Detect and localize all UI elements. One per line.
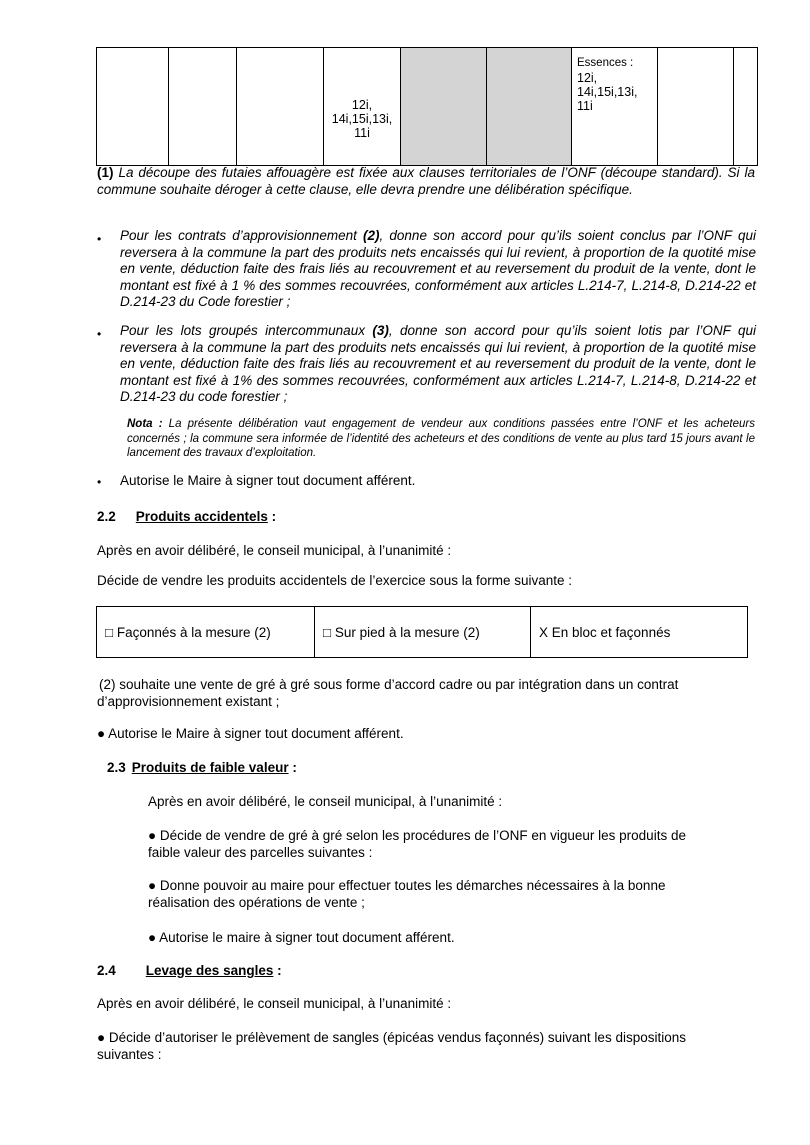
section-2-4-decide-line2: suivantes : [97,1047,162,1062]
table-cell [734,48,758,166]
section-2-2-autorise: ● Autorise le Maire à signer tout document afférent. [97,726,404,741]
table-cell-shaded [487,48,572,166]
option-en-bloc: X En bloc et façonnés [531,607,748,658]
lots-paragraph [120,323,756,406]
footnote-1 [97,165,755,198]
section-2-3-intro: Après en avoir délibéré, le conseil municipal, à l’unanimité : [148,794,503,809]
section-number: 2.2 [97,509,116,524]
section-2-2-decide: Décide de vendre les produits accidentels de l’exercice sous la forme suivante : [97,573,572,588]
nota-text: La présente délibération vaut engagement de vendeur aux conditions passées entre l’ONF et les acheteurs concernés ; la commune sera informée de l’identité des acheteurs et des conditions de vente au plus tard 15 jours avant le lancement des travaux d’exploitation. [127,418,755,459]
section-number: 2.3 [107,760,126,775]
section-2-4-intro: Après en avoir délibéré, le conseil municipal, à l’unanimité : [97,996,452,1011]
essences-label: Essences : [577,57,634,69]
contrats-paragraph [120,228,756,311]
table-cell [169,48,237,166]
essences-line: 12i, [577,71,598,85]
bullet-icon: • [97,475,102,489]
section-2-3-pouvoir-line1: ● Donne pouvoir au maire pour effectuer toutes les démarches nécessaires à la bonne [148,878,666,893]
option-sur-pied: □ Sur pied à la mesure (2) [315,607,531,658]
table-cell-parcels [324,48,401,166]
lots-ref: (3) [372,323,389,338]
table-cell [97,48,169,166]
essences-line: 11i [577,99,593,113]
parcel-line: 11i [354,125,370,140]
section-heading-2-2 [97,509,276,524]
parcel-line: 12i, [351,97,373,112]
footnote-2-line2: d’approvisionnement existant ; [97,694,280,709]
section-heading-2-3 [107,760,297,775]
lots-text: Pour les lots groupés intercommunaux [120,323,373,338]
section-2-3-decide-line1: ● Décide de vendre de gré à gré selon les procédures de l’ONF en vigueur les produits de [148,828,686,843]
table-cell-essences [572,48,658,166]
footnote-1-text: La découpe des futaies affouagère est fixée aux clauses territoriales de l’ONF (découpe standard). Si la commune souhaite déroger à cette clause, elle devra prendre une délibération spécifique. [97,165,755,197]
section-2-2-intro: Après en avoir délibéré, le conseil municipal, à l’unanimité : [97,543,452,558]
section-title: Produits de faible valeur [131,760,289,775]
section-title: Levage des sangles [145,963,274,978]
option-faconnes: □ Façonnés à la mesure (2) [97,607,315,658]
table-cell [237,48,324,166]
bullet-icon: • [97,327,102,341]
contrats-text: Pour les contrats d’approvisionnement [120,228,363,243]
contrats-text-rest: , donne son accord pour qu’ils soient conclus par l’ONF qui reversera à la commune la part des produits nets encaissés qui lui revient, à proportion de la quotité mise en vente, déduction faite des frais liés au recouvrement et au reversement du produit de la vente, dont le montant est fixé à 1 % des sommes recouvrées, conformément aux articles L.214-7, L.214-8, D.214-22 et D.214-23 du Code forestier ; [120,228,756,309]
section-colon: : [273,963,282,978]
section-heading-2-4 [97,963,282,978]
lots-text-rest: , donne son accord pour qu’ils soient lotis par l’ONF qui reversera à la commune la part des produits nets encaissés qui lui revient, à proportion de la quotité mise en vente, déduction faite des frais liés au recouvrement et au reversement du produit de la vente, dont le montant est fixé à 1% des sommes recouvrées, conformément aux articles L.214-7, L.214-8, D.214-22 et D.214-23 du code forestier ; [120,323,756,404]
contrats-ref: (2) [363,228,380,243]
nota-label: Nota : [127,418,163,430]
sale-options-table [96,606,748,658]
section-2-4-decide-line1: ● Décide d’autoriser le prélèvement de sangles (épicéas vendus façonnés) suivant les dispositions [97,1030,686,1045]
section-colon: : [267,509,277,524]
table-cell-shaded [401,48,487,166]
section-colon: : [288,760,297,775]
section-2-3-pouvoir-line2: réalisation des opérations de vente ; [148,895,365,910]
parcel-table [96,47,758,166]
nota-paragraph [127,417,755,461]
footnote-1-marker: (1) [97,165,114,180]
autorise-text: Autorise le Maire à signer tout document afférent. [120,473,416,488]
essences-line: 14i,15i,13i, [577,85,638,99]
section-2-3-decide-line2: faible valeur des parcelles suivantes : [148,845,373,860]
section-title: Produits accidentels [135,509,268,524]
section-2-3-autorise: ● Autorise le maire à signer tout document afférent. [148,930,455,945]
section-number: 2.4 [97,963,116,978]
bullet-icon: • [97,232,102,246]
table-cell [658,48,734,166]
footnote-2-line1: (2) souhaite une vente de gré à gré sous forme d’accord cadre ou par intégration dans un contrat [99,677,679,692]
parcel-line: 14i,15i,13i, [331,111,393,126]
